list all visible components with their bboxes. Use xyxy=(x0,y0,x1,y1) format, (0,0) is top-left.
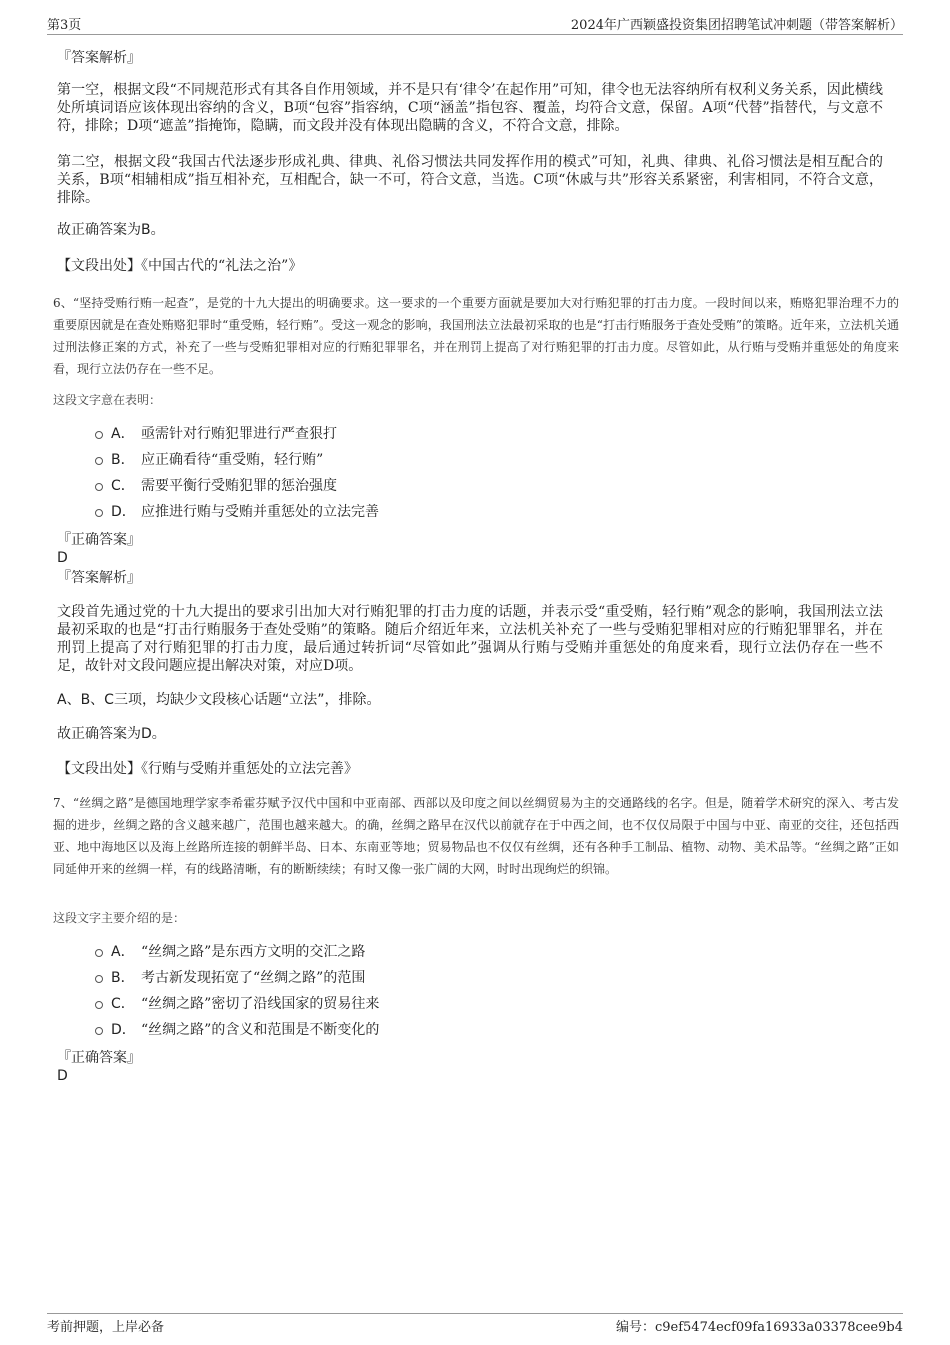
question-6-option-b[interactable]: B． 应正确看待“重受贿，轻行贿” xyxy=(95,451,323,469)
page-number: 第3页 xyxy=(47,18,82,33)
question-7-option-d[interactable]: D． “丝绸之路”的含义和范围是不断变化的 xyxy=(95,1021,379,1039)
analysis-label: 『答案解析』 xyxy=(57,50,141,66)
radio-icon[interactable] xyxy=(95,431,103,439)
question-7-option-c[interactable]: C． “丝绸之路”密切了沿线国家的贸易往来 xyxy=(95,995,379,1013)
radio-icon[interactable] xyxy=(95,483,103,491)
question-6-option-d[interactable]: D． 应推进行贿与受贿并重惩处的立法完善 xyxy=(95,503,379,521)
question-6-option-a[interactable]: A． 亟需针对行贿犯罪进行严查狠打 xyxy=(95,425,337,443)
radio-icon[interactable] xyxy=(95,1027,103,1035)
document-id: 编号：c9ef5474ecf09fa16933a03378cee9b4 xyxy=(615,1320,903,1335)
question-6-exclusion: A、B、C三项，均缺少文段核心话题“立法”，排除。 xyxy=(57,692,381,708)
correct-answer-label: 『正确答案』 xyxy=(57,1050,141,1066)
question-6-analysis: 文段首先通过党的十九大提出的要求引出加大对行贿犯罪的打击力度的话题，并表示受“重受贿，轻行贿”观念的影响，我国刑法立法最初采取的也是“打击行贿服务于查处受贿”的策略。随后介绍近年来，立法机关补充了一些与受贿犯罪相对应的行贿犯罪罪名，并在刑罚上提高了对行贿犯罪的打击力度，最后通过转折词“尽管如此”强调从行贿与受贿并重惩处的角度来看，现行立法仍存在一些不足，故针对文段问题应提出解决对策，对应D项。 xyxy=(57,604,883,674)
question-7-option-b[interactable]: B． 考古新发现拓宽了“丝绸之路”的范围 xyxy=(95,969,365,987)
analysis-paragraph-1: 第一空，根据文段“不同规范形式有其各自作用领域，并不是只有‘律令’在起作用”可知，律令也无法容纳所有权利义务关系，因此横线处所填词语应该体现出容纳的含义，B项“包容”指容纳，C项“涵盖”指包容、覆盖，均符合文意，保留。A项“代替”指替代，与文意不符，排除；D项“遮盖”指掩饰，隐瞒，而文段并没有体现出隐瞒的含义，不符合文意，排除。 xyxy=(57,82,883,134)
correct-answer: D xyxy=(57,550,68,566)
correct-answer-label: 『正确答案』 xyxy=(57,532,141,548)
question-7-prompt: 这段文字主要介绍的是： xyxy=(53,911,186,925)
radio-icon[interactable] xyxy=(95,1001,103,1009)
radio-icon[interactable] xyxy=(95,509,103,517)
conclusion: 故正确答案为D。 xyxy=(57,726,166,742)
radio-icon[interactable] xyxy=(95,949,103,957)
page-footer xyxy=(47,1313,903,1334)
question-6-text: 6、“坚持受贿行贿一起查”，是党的十九大提出的明确要求。这一要求的一个重要方面就是要加大对行贿犯罪的打击力度。一段时间以来，贿赂犯罪治理不力的重要原因就是在查处贿赂犯罪时“重受贿，轻行贿”。受这一观念的影响，我国刑法立法最初采取的也是“打击行贿服务于查处受贿”的策略。近年来，立法机关通过刑法修正案的方式，补充了一些与受贿犯罪相对应的行贿犯罪罪名，并在刑罚上提高了对行贿犯罪的打击力度。尽管如此，从行贿与受贿并重惩处的角度来看，现行立法仍存在一些不足。 xyxy=(53,296,899,376)
analysis-paragraph-2: 第二空，根据文段“我国古代法逐步形成礼典、律典、礼俗习惯法共同发挥作用的模式”可知，礼典、律典、礼俗习惯法是相互配合的关系，B项“相辅相成”指互相补充，互相配合，缺一不可，符合文意，当选。C项“休戚与共”形容关系紧密，利害相同，不符合文意，排除。 xyxy=(57,154,883,206)
conclusion: 故正确答案为B。 xyxy=(57,222,165,238)
question-6-option-c[interactable]: C． 需要平衡行受贿犯罪的惩治强度 xyxy=(95,477,337,495)
analysis-label: 『答案解析』 xyxy=(57,570,141,586)
page-header xyxy=(47,14,903,35)
radio-icon[interactable] xyxy=(95,975,103,983)
question-6-prompt: 这段文字意在表明： xyxy=(53,393,162,407)
correct-answer: D xyxy=(57,1068,68,1084)
question-7-option-a[interactable]: A． “丝绸之路”是东西方文明的交汇之路 xyxy=(95,943,365,961)
question-7-text: 7、“丝绸之路”是德国地理学家李希霍芬赋予汉代中国和中亚南部、西部以及印度之间以丝绸贸易为主的交通路线的名字。但是，随着学术研究的深入、考古发掘的进步，丝绸之路的含义越来越广，范围也越来越大。的确，丝绸之路早在汉代以前就存在于中西之间，也不仅仅局限于中国与中亚、南亚的交往，还包括西亚、地中海地区以及海上丝路所连接的朝鲜半岛、日本、东南亚等地；贸易物品也不仅仅有丝绸，还有各种手工制品、植物、动物、美术品等。“丝绸之路”正如同延伸开来的丝绸一样，有的线路清晰，有的断断续续；有时又像一张广阔的大网，时时出现绚烂的织锦。 xyxy=(53,796,899,876)
document-title: 2024年广西颖盛投资集团招聘笔试冲刺题（带答案解析） xyxy=(570,18,903,33)
source-citation: 【文段出处】《行贿与受贿并重惩处的立法完善》 xyxy=(57,761,358,777)
footer-slogan: 考前押题，上岸必备 xyxy=(47,1320,165,1335)
radio-icon[interactable] xyxy=(95,457,103,465)
source-citation: 【文段出处】《中国古代的“礼法之治”》 xyxy=(57,258,303,274)
